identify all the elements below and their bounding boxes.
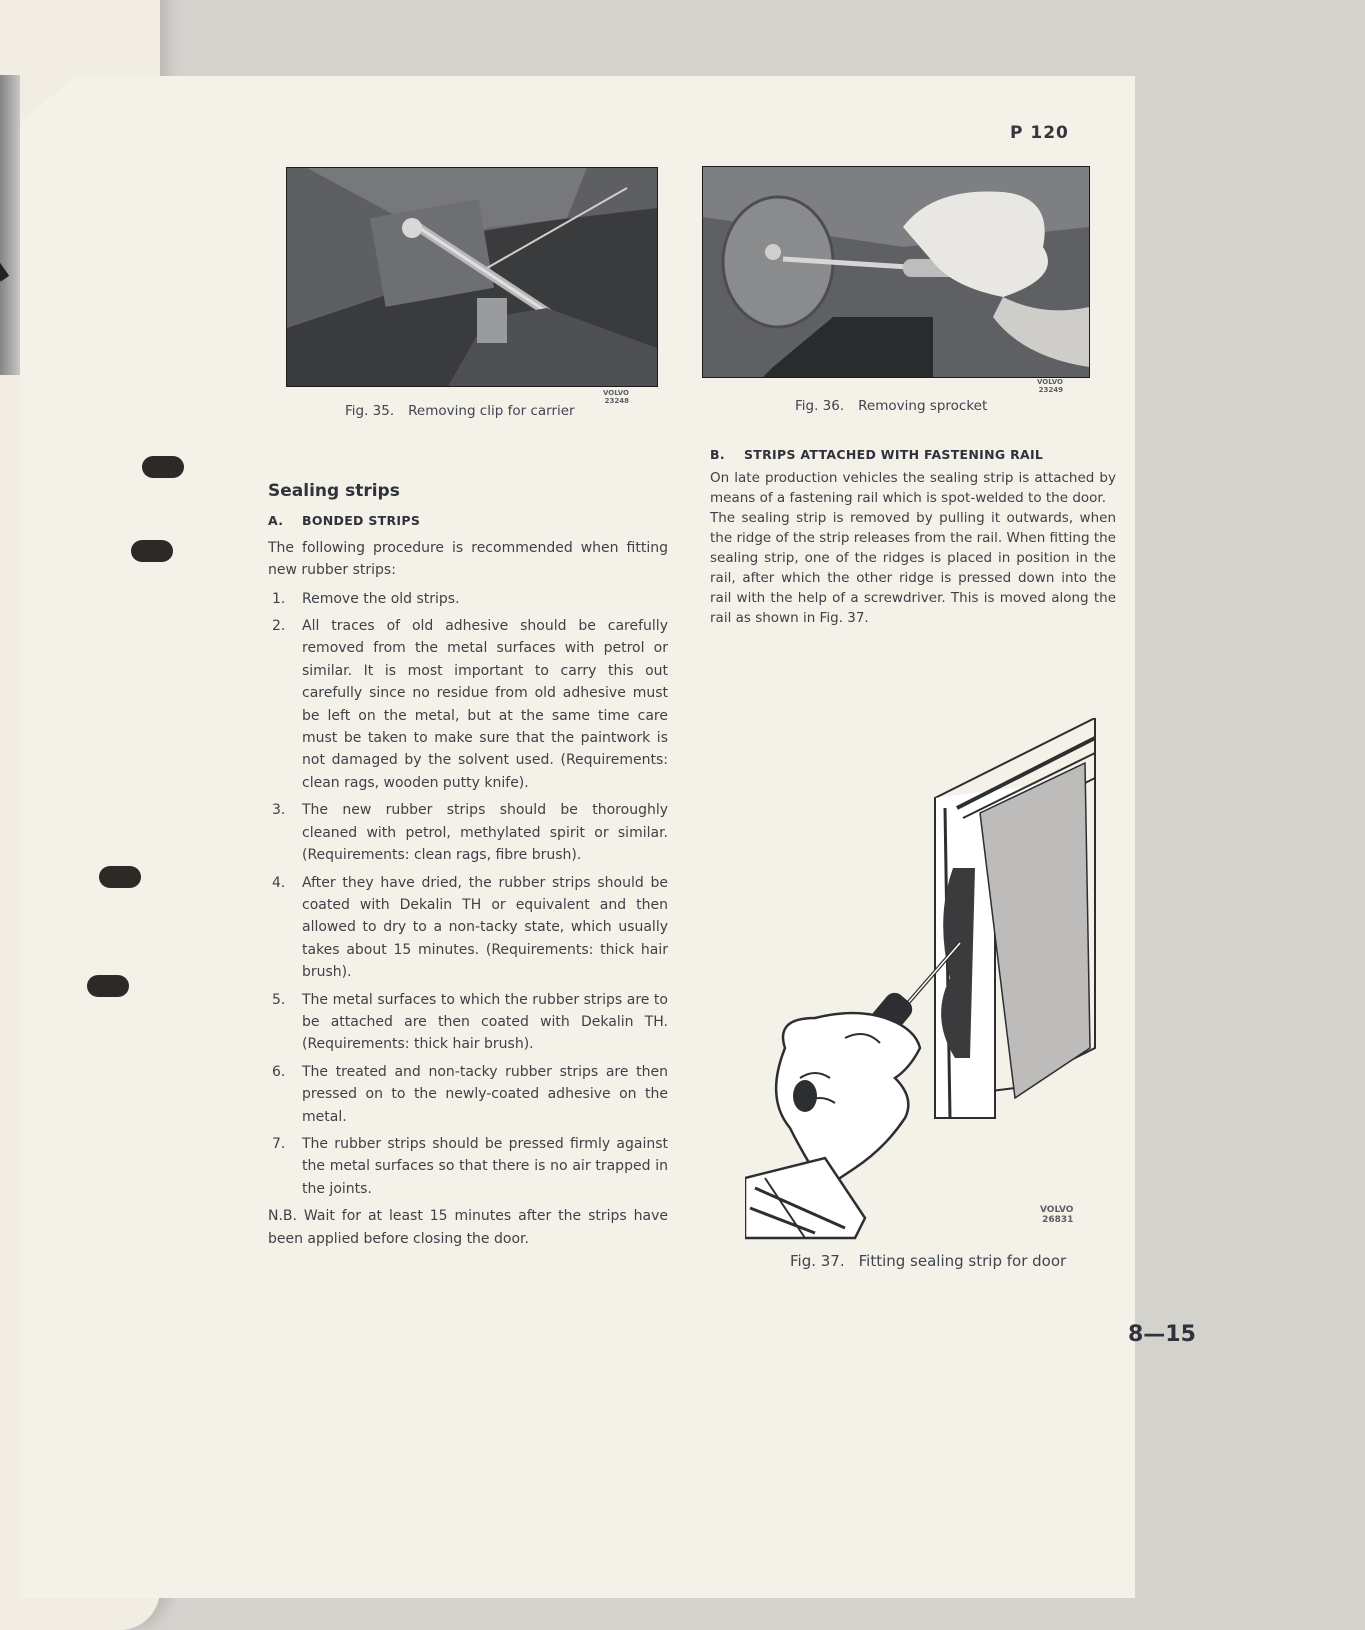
- subhead-bonded: A. BONDED STRIPS: [268, 513, 421, 529]
- step-number: 4.: [272, 874, 286, 891]
- step-number: 1.: [272, 590, 286, 607]
- punch-hole: [87, 975, 129, 997]
- fig36-caption: Fig. 36. Removing sprocket: [795, 398, 988, 414]
- punch-hole: [131, 540, 173, 562]
- step-text: The new rubber strips should be thoroughly cleaned with petrol, methylated spirit or similar. (Requirements: clean rags, fibre brush).: [302, 802, 668, 864]
- rail-para-1: On late production vehicles the sealing strip is attached by means of a fastening rail which is spot-welded to the door.: [710, 470, 1116, 507]
- page-code: P 120: [1010, 123, 1069, 143]
- intro-text: The following procedure is recommended when fitting new rubber strips:: [268, 539, 668, 579]
- fig35-photo: [286, 167, 658, 387]
- fig36-photo: [702, 166, 1090, 378]
- step-number: 7.: [272, 1135, 286, 1152]
- step-number: 5.: [272, 991, 286, 1008]
- previous-page-photo: [0, 75, 20, 375]
- step-text: The metal surfaces to which the rubber strips are to be attached are then coated with Dekalin TH. (Requirements: thick hair brush).: [302, 991, 668, 1053]
- section-title: Sealing strips: [268, 481, 400, 501]
- step-item: [268, 989, 668, 1056]
- fig37-drawing: [745, 718, 1115, 1268]
- left-column: [268, 480, 668, 1250]
- rail-para-2: The sealing strip is removed by pulling it outwards, when the ridge of the strip releases from the rail. When fitting the sealing strip, one of the ridges is placed in position in the rail, after which the other ridge is pressed down into the rail with the help of a screwdriver. This is moved along the rail as shown in Fig. 37.: [710, 510, 1116, 627]
- step-text: The treated and non-tacky rubber strips are then pressed on to the newly-coated adhesive on the metal.: [302, 1063, 668, 1125]
- step-item: [268, 588, 668, 610]
- note-text: N.B. Wait for at least 15 minutes after the strips have been applied before closing the door.: [268, 1208, 668, 1247]
- fig35-caption: Fig. 35. Removing clip for carrier: [345, 403, 575, 419]
- punch-hole: [142, 456, 184, 478]
- step-text: Remove the old strips.: [302, 590, 460, 607]
- fig37-tag: VOLVO 26831: [1040, 1205, 1074, 1225]
- subhead-fastening-rail: B. STRIPS ATTACHED WITH FASTENING RAIL: [710, 447, 1044, 462]
- step-item: [268, 1133, 668, 1200]
- fig35-tag: VOLVO 23248: [603, 389, 629, 405]
- right-column: [710, 444, 1116, 628]
- step-text: All traces of old adhesive should be carefully removed from the metal surfaces with petrol or similar. It is most important to carry this out carefully since no residue from old adhesive must be left on the metal, but at the same time care must be taken to make sure that the paintwork is not damaged by the solvent used. (Requirements: clean rags, wooden putty knife).: [302, 618, 668, 791]
- page-number: 8—15: [1128, 1322, 1196, 1347]
- step-number: 3.: [272, 802, 286, 819]
- step-number: 2.: [272, 618, 286, 635]
- step-list: [268, 588, 668, 1201]
- fig36-tag: VOLVO 23249: [1037, 378, 1063, 394]
- step-text: The rubber strips should be pressed firmly against the metal surfaces so that there is no air trapped in the joints.: [302, 1135, 668, 1197]
- step-item: [268, 799, 668, 866]
- step-item: [268, 615, 668, 794]
- punch-hole: [99, 866, 141, 888]
- step-text: After they have dried, the rubber strips should be coated with Dekalin TH or equivalent and then allowed to dry to a non-tacky state, which usually takes about 15 minutes. (Requirements: thick hair brush).: [302, 874, 668, 981]
- fig37-caption: Fig. 37. Fitting sealing strip for door: [790, 1252, 1067, 1270]
- step-number: 6.: [272, 1063, 286, 1080]
- step-item: [268, 872, 668, 984]
- step-item: [268, 1061, 668, 1128]
